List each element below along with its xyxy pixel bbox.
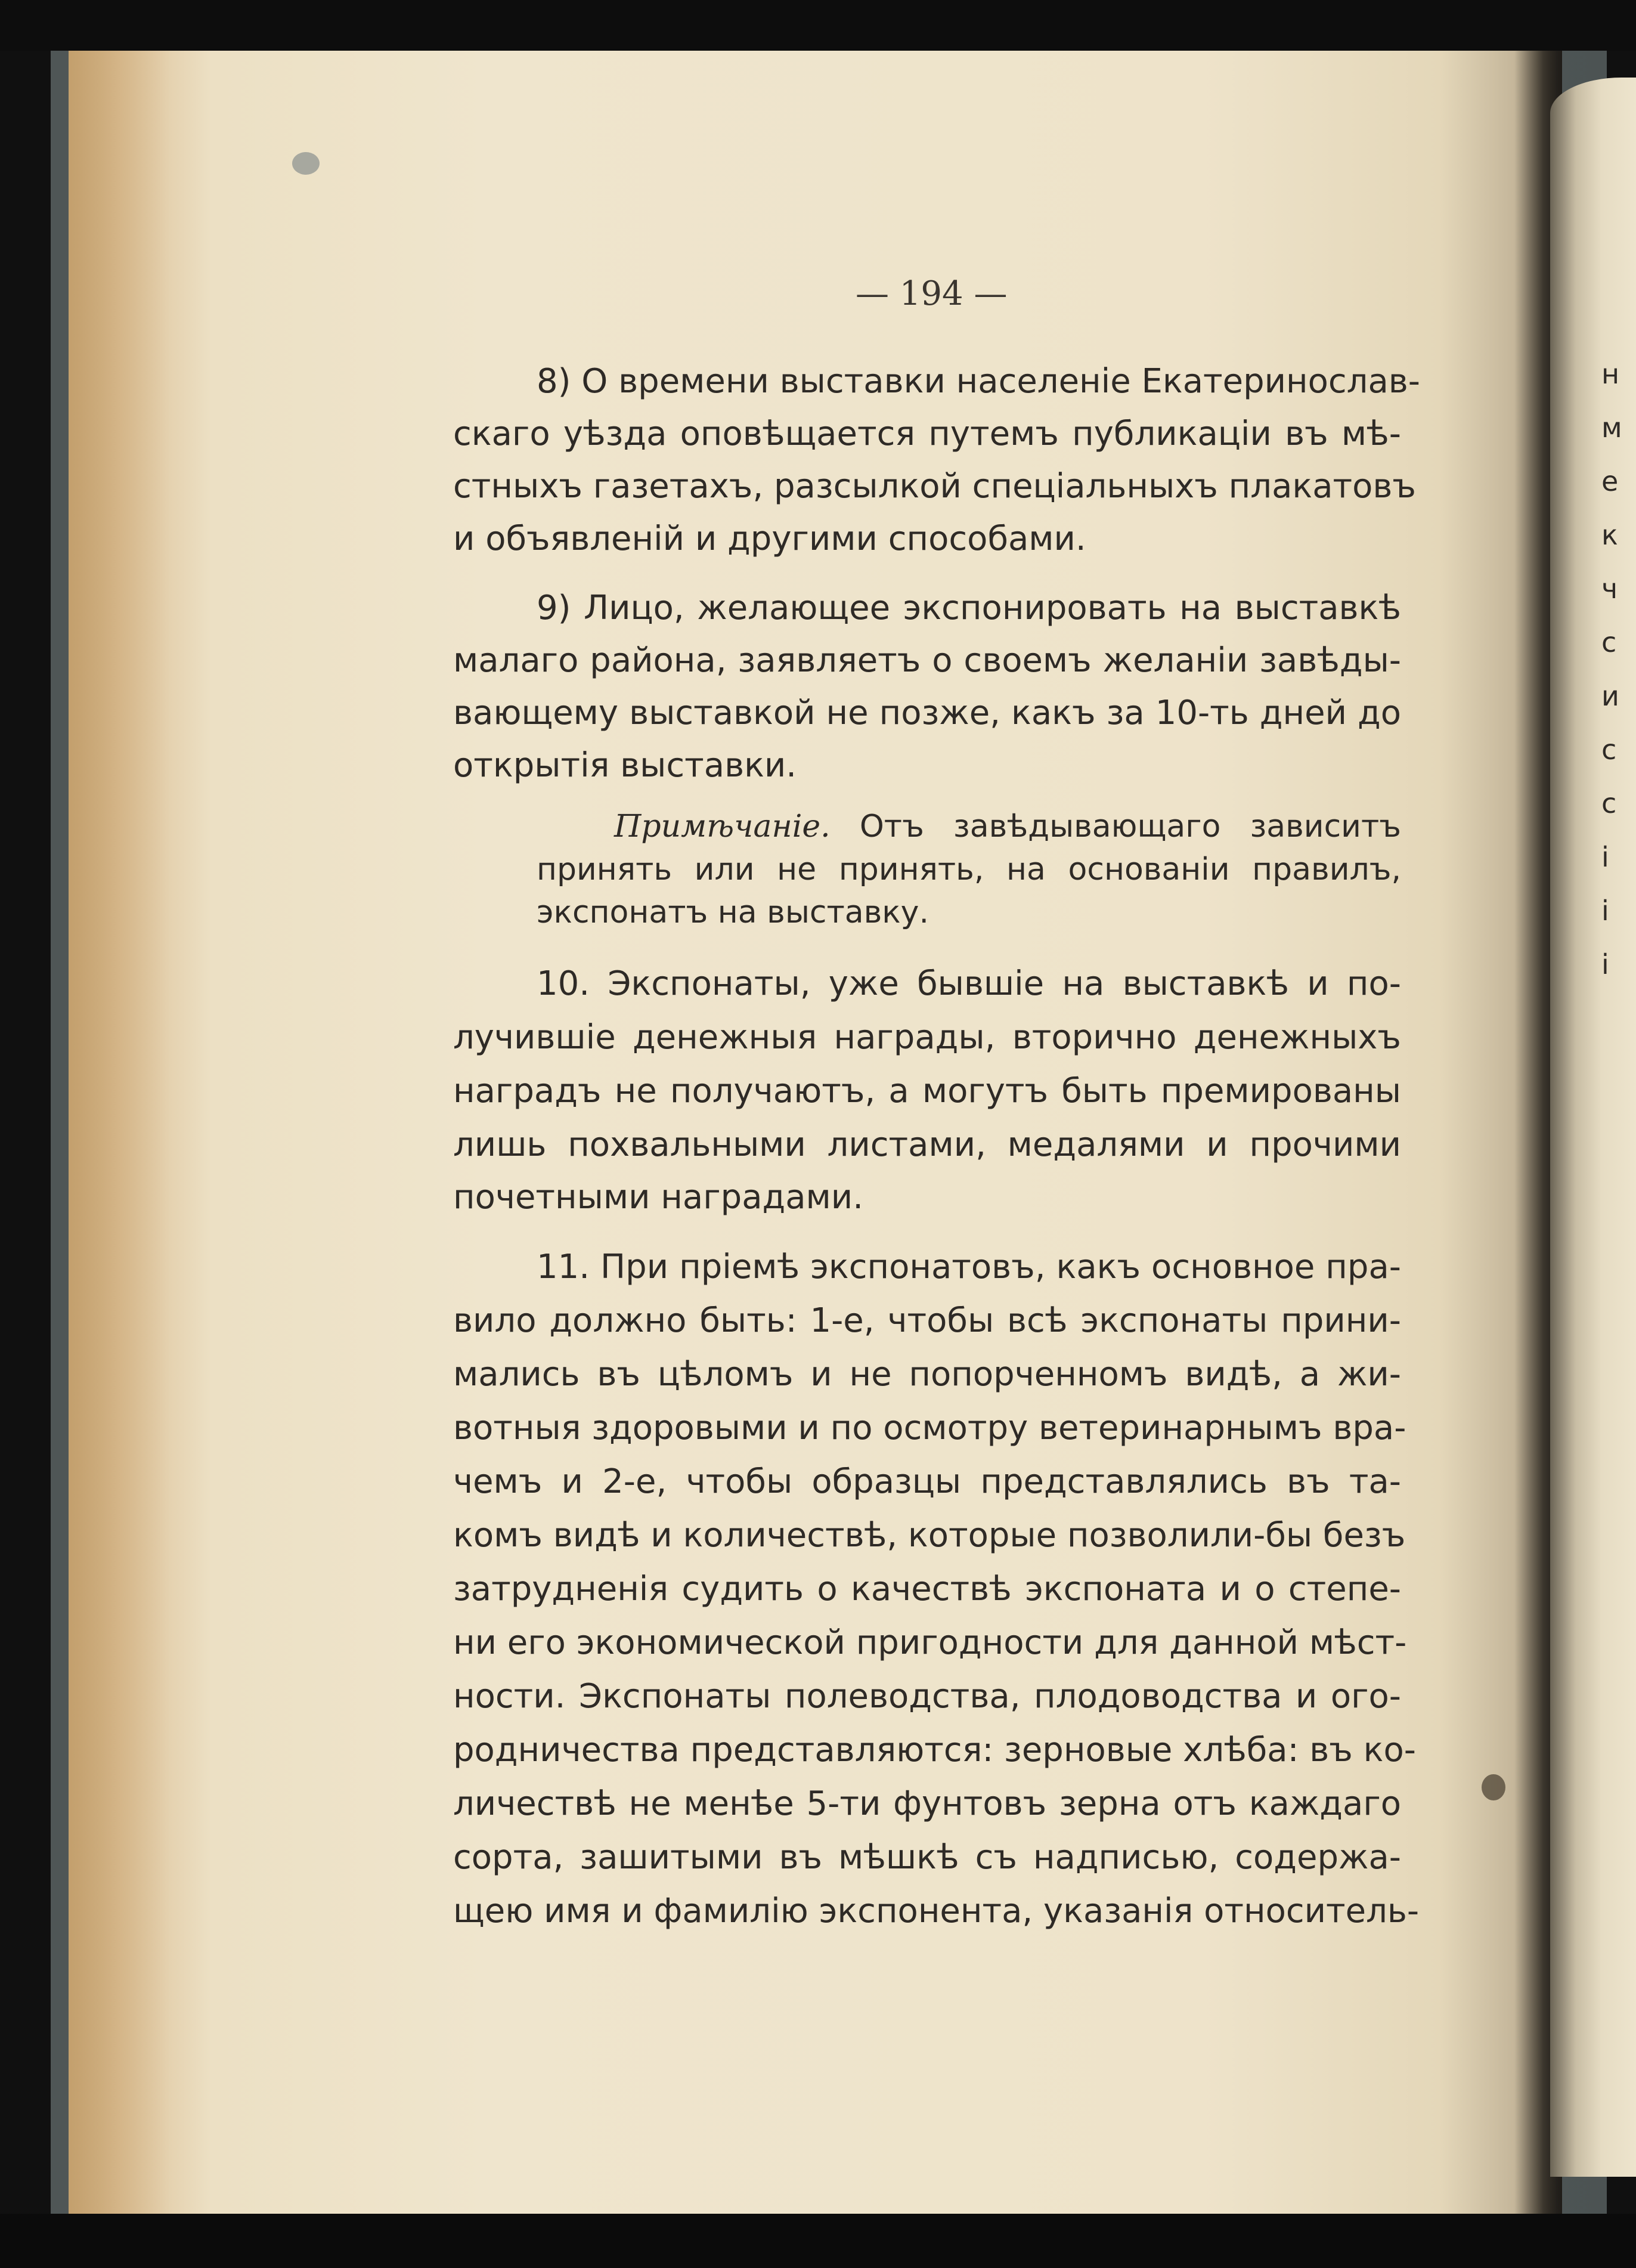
text-line: родничества представляются: зерновые хлѣба: въ ко- [453, 1731, 1416, 1769]
text-line: мались въ цѣломъ и не попорченномъ видѣ, а жи- [453, 1355, 1401, 1394]
text-line: открытія выставки. [453, 746, 797, 785]
text-line: 11. При пріемѣ экспонатовъ, какъ основное пра- [537, 1248, 1401, 1286]
right-page-letter: с [1601, 734, 1617, 766]
text-line: наградъ не получаютъ, а могутъ быть премированы [453, 1072, 1401, 1110]
note-line [614, 805, 1401, 848]
text-line: почетными наградами. [453, 1178, 863, 1217]
right-page-letter: с [1601, 626, 1617, 658]
note-line: экспонатъ на выставку. [537, 895, 929, 930]
note-text: Отъ завѣдывающаго зависитъ [859, 809, 1402, 844]
text-line: 10. Экспонаты, уже бывшіе на выставкѣ и по- [537, 964, 1401, 1003]
note-label: Примѣчаніе. [614, 809, 831, 844]
page-edge-shading [69, 51, 170, 2214]
text-line: вотныя здоровыми и по осмотру ветеринарнымъ вра- [453, 1409, 1406, 1447]
text-line: вило должно быть: 1-е, чтобы всѣ экспонаты прини- [453, 1301, 1401, 1340]
text-line: 8) О времени выставки населеніе Екатеринослав- [537, 362, 1421, 401]
right-page-letter: к [1601, 519, 1618, 551]
right-page-letter: ч [1601, 573, 1618, 605]
text-line: и объявленій и другими способами. [453, 519, 1086, 558]
text-line: лучившіе денежныя награды, вторично денежныхъ [453, 1018, 1401, 1057]
right-page-letter: і [1601, 948, 1609, 980]
right-page [1550, 78, 1636, 2177]
stain-mark [292, 152, 320, 175]
text-line: 9) Лицо, желающее экспонировать на выставкѣ [537, 589, 1401, 627]
scan-background-top [0, 0, 1636, 51]
text-line: личествѣ не менѣе 5-ти фунтовъ зерна отъ каждаго [453, 1784, 1401, 1823]
text-line: малаго района, заявляетъ о своемъ желаніи завѣды- [453, 641, 1401, 680]
text-line: ни его экономической пригодности для данной мѣст- [453, 1623, 1407, 1662]
right-page-letter: е [1601, 465, 1619, 497]
text-line: вающему выставкой не позже, какъ за 10-ть дней до [453, 694, 1401, 732]
right-page-letter: с [1601, 787, 1617, 819]
text-line: лишь похвальными листами, медалями и прочими [453, 1125, 1401, 1164]
stain-mark [1482, 1774, 1505, 1800]
right-page-letter: м [1601, 411, 1622, 444]
right-page-letter: і [1601, 841, 1609, 873]
text-line: чемъ и 2-е, чтобы образцы представлялись въ та- [453, 1462, 1401, 1501]
text-line: стныхъ газетахъ, разсылкой спеціальныхъ плакатовъ [453, 467, 1416, 506]
text-line: сорта, зашитыми въ мѣшкѣ съ надписью, содержа- [453, 1838, 1401, 1877]
text-line: затрудненія судить о качествѣ экспоната и о степе- [453, 1570, 1401, 1608]
note-line: принять или не принять, на основаніи правилъ, [537, 852, 1401, 887]
right-page-letter: і [1601, 895, 1609, 927]
right-page-letter: и [1601, 680, 1619, 712]
text-line: ности. Экспонаты полеводства, плодоводства и ого- [453, 1677, 1401, 1716]
text-line: комъ видѣ и количествѣ, которые позволили-бы безъ [453, 1516, 1406, 1555]
page-number: — 194 — [856, 274, 1008, 313]
text-line: щею имя и фамилію экспонента, указанія относитель- [453, 1892, 1420, 1930]
right-page-letter: н [1601, 358, 1620, 390]
scan-background-bottom [0, 2214, 1636, 2268]
text-line: скаго уѣзда оповѣщается путемъ публикаціи въ мѣ- [453, 414, 1401, 453]
